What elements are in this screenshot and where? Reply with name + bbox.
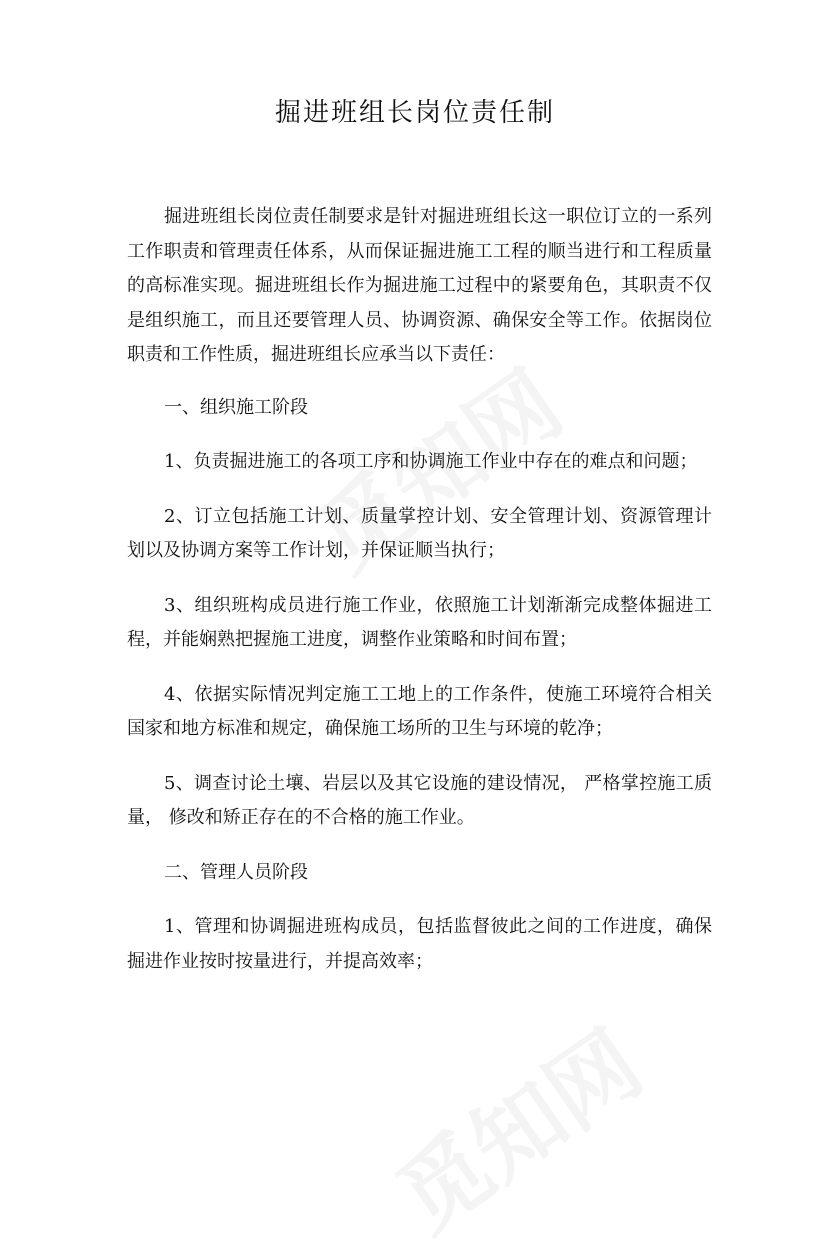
list-item: 1、管理和协调掘进班构成员，包括监督彼此之间的工作进度，确保掘进作业按时按量进行，并提高效率； — [127, 916, 712, 972]
watermark-bottom — [367, 994, 663, 1255]
page-title: 掘进班组长岗位责任制 — [274, 98, 555, 128]
document-body — [127, 200, 712, 999]
list-item: 1、负责掘进施工的各项工序和协调施工作业中存在的难点和问题； — [164, 451, 698, 472]
list-item: 4、依据实际情况判定施工工地上的工作条件，使施工环境符合相关国家和地方标准和规定，确保施工场所的卫生与环境的乾净； — [127, 683, 712, 739]
list-item: 3、组织班构成员进行施工作业，依照施工计划渐渐完成整体掘进工程，并能娴熟把握施工进度，调整作业策略和时间布置； — [127, 594, 712, 650]
list-item: 5、调查讨论土壤、岩层以及其它设施的建设情况， 严格掌控施工质量， 修改和矫正存在的不合格的施工作业。 — [127, 772, 712, 828]
list-item: 2、订立包括施工计划、质量掌控计划、安全管理计划、资源管理计划以及协调方案等工作计划，并保证顺当执行； — [127, 505, 712, 561]
section-heading-organize: 一、组织施工阶段 — [164, 396, 308, 418]
intro-paragraph: 掘进班组长岗位责任制要求是针对掘进班组长这一职位订立的一系列工作职责和管理责任体系，从而保证掘进施工工程的顺当进行和工程质量的高标准实现。掘进班组长作为掘进施工过程中的紧要角色，其职责不仅是组织施工，而且还要管理人员、协调资源、确保安全等工作。依据岗位职责和工作性质，掘进班组长应承当以下责任： — [127, 206, 712, 365]
section-heading-personnel: 二、管理人员阶段 — [164, 861, 308, 883]
